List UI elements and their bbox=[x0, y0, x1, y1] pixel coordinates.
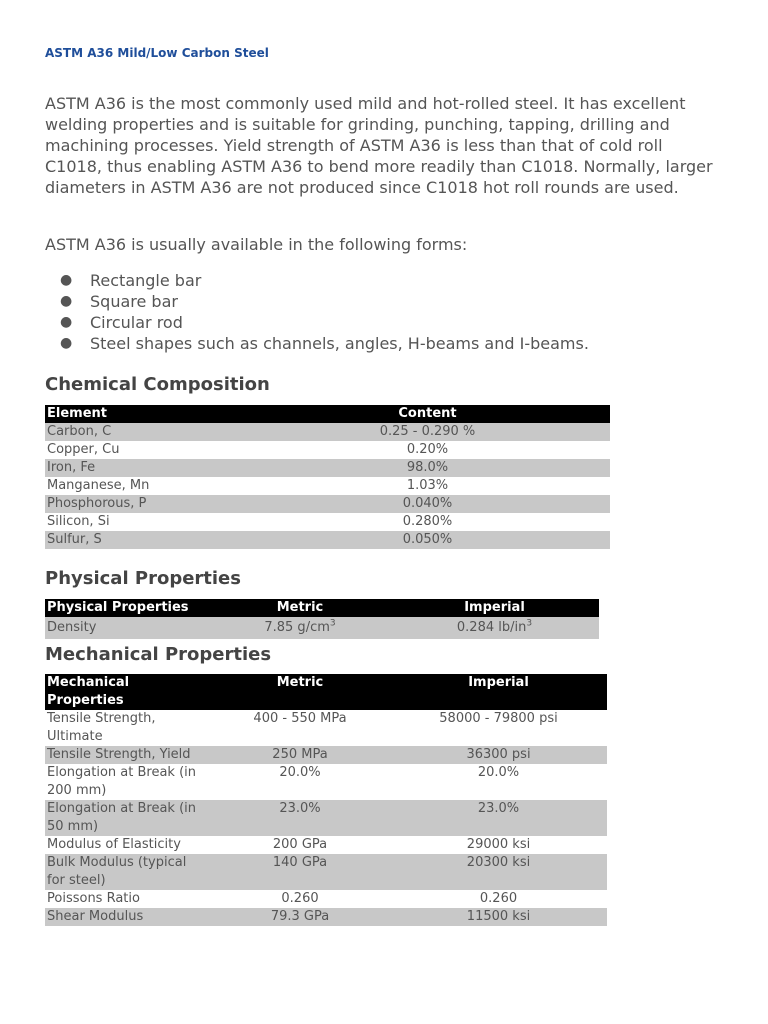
table-cell: 0.260 bbox=[281, 891, 319, 906]
table-cell: Density bbox=[45, 617, 210, 639]
table-cell: Tensile Strength, Yield bbox=[45, 746, 210, 764]
density-imperial-value: 0.284 lb/in bbox=[456, 620, 527, 635]
table-cell: 98.0% bbox=[245, 459, 610, 477]
table-row bbox=[45, 764, 607, 800]
table-header-row bbox=[45, 674, 607, 710]
table-cell: 1.03% bbox=[406, 478, 449, 493]
table-cell bbox=[210, 617, 390, 639]
list-item-text: Steel shapes such as channels, angles, H-beams and I-beams. bbox=[90, 334, 589, 353]
column-header: Metric bbox=[210, 599, 390, 617]
table-row bbox=[45, 746, 607, 764]
table-cell: Poissons Ratio bbox=[47, 891, 140, 906]
table-cell: Iron, Fe bbox=[45, 459, 245, 477]
table-cell: 36300 psi bbox=[390, 746, 607, 764]
column-header: Imperial bbox=[390, 674, 607, 710]
table-cell: 200 GPa bbox=[272, 837, 328, 852]
bullet-icon: ● bbox=[60, 293, 73, 309]
table-row bbox=[45, 836, 607, 854]
column-header: Physical Properties bbox=[45, 599, 210, 617]
bullet-icon: ● bbox=[60, 272, 73, 288]
table-cell: Copper, Cu bbox=[47, 442, 120, 457]
table-cell: 58000 - 79800 psi bbox=[439, 711, 558, 726]
column-header: Imperial bbox=[390, 599, 599, 617]
table-cell: Bulk Modulus (typical for steel) bbox=[45, 854, 210, 890]
table-cell: Tensile Strength, Ultimate bbox=[47, 711, 156, 744]
table-cell: Phosphorous, P bbox=[45, 495, 245, 513]
table-cell: 20.0% bbox=[477, 765, 520, 780]
table-header-row bbox=[45, 599, 599, 617]
table-cell: Manganese, Mn bbox=[47, 478, 150, 493]
table-cell: 20.0% bbox=[279, 765, 321, 780]
table-row bbox=[45, 495, 610, 513]
bullet-icon: ● bbox=[60, 335, 73, 351]
density-metric-value: 7.85 g/cm bbox=[264, 620, 330, 635]
table-cell: 0.040% bbox=[245, 495, 610, 513]
table-cell: 29000 ksi bbox=[466, 837, 531, 852]
density-imperial-exponent: 3 bbox=[526, 618, 533, 629]
table-cell: 0.260 bbox=[479, 891, 518, 906]
bullet-icon: ● bbox=[60, 314, 73, 330]
column-header: Mechanical Properties bbox=[45, 674, 210, 710]
table-cell: Modulus of Elasticity bbox=[47, 837, 181, 852]
table-cell: Elongation at Break (in 50 mm) bbox=[45, 800, 210, 836]
mechanical-properties-table bbox=[45, 674, 607, 926]
column-header: Content bbox=[245, 405, 610, 423]
list-item bbox=[45, 270, 589, 291]
table-cell: Shear Modulus bbox=[45, 908, 210, 926]
table-cell: 79.3 GPa bbox=[210, 908, 390, 926]
table-cell: Elongation at Break (in 200 mm) bbox=[47, 765, 196, 798]
physical-properties-heading: Physical Properties bbox=[45, 568, 241, 589]
table-cell: Silicon, Si bbox=[47, 514, 110, 529]
table-cell: 140 GPa bbox=[210, 854, 390, 890]
table-row bbox=[45, 531, 610, 549]
list-item bbox=[45, 291, 589, 312]
list-item-text: Square bar bbox=[90, 292, 178, 311]
table-row bbox=[45, 477, 610, 495]
document-title: ASTM A36 Mild/Low Carbon Steel bbox=[45, 46, 269, 60]
table-row bbox=[45, 459, 610, 477]
table-row bbox=[45, 890, 607, 908]
table-row bbox=[45, 908, 607, 926]
table-cell: 0.280% bbox=[402, 514, 453, 529]
table-header-row bbox=[45, 405, 610, 423]
intro-paragraph: ASTM A36 is the most commonly used mild and hot-rolled steel. It has excellent welding properties and is suitable for grinding, punching, tapping, drilling and machining processes. Yield strength of ASTM A36 is less than that of cold roll C1018, thus enabling ASTM A36 to bend more readily than C1018. Normally, larger diameters in ASTM A36 are not produced since C1018 hot roll rounds are used. bbox=[45, 94, 713, 197]
table-row bbox=[45, 800, 607, 836]
list-item-text: Circular rod bbox=[90, 313, 183, 332]
list-item bbox=[45, 333, 589, 354]
table-cell: 250 MPa bbox=[210, 746, 390, 764]
column-header: Metric bbox=[210, 674, 390, 710]
chemical-composition-table bbox=[45, 405, 610, 549]
table-row bbox=[45, 423, 610, 441]
table-cell: Sulfur, S bbox=[45, 531, 245, 549]
table-cell: 23.0% bbox=[210, 800, 390, 836]
table-cell: 0.25 - 0.290 % bbox=[245, 423, 610, 441]
column-header: Element bbox=[45, 405, 245, 423]
table-cell: 0.20% bbox=[406, 442, 449, 457]
table-cell: Carbon, C bbox=[45, 423, 245, 441]
list-item-text: Rectangle bar bbox=[90, 271, 202, 290]
table-row bbox=[45, 710, 607, 746]
table-cell: 20300 ksi bbox=[390, 854, 607, 890]
table-row bbox=[45, 617, 599, 639]
forms-label: ASTM A36 is usually available in the following forms: bbox=[45, 235, 468, 254]
density-metric-exponent: 3 bbox=[329, 618, 336, 629]
table-row bbox=[45, 854, 607, 890]
chemical-composition-heading: Chemical Composition bbox=[45, 374, 270, 395]
table-cell: 0.050% bbox=[245, 531, 610, 549]
table-row bbox=[45, 441, 610, 459]
table-row bbox=[45, 513, 610, 531]
list-item bbox=[45, 312, 589, 333]
table-cell: 400 - 550 MPa bbox=[253, 711, 347, 726]
forms-list bbox=[45, 270, 589, 354]
mechanical-properties-heading: Mechanical Properties bbox=[45, 644, 272, 665]
table-cell: 11500 ksi bbox=[390, 908, 607, 926]
physical-properties-table bbox=[45, 599, 599, 639]
table-cell: 23.0% bbox=[390, 800, 607, 836]
table-cell bbox=[390, 617, 599, 639]
